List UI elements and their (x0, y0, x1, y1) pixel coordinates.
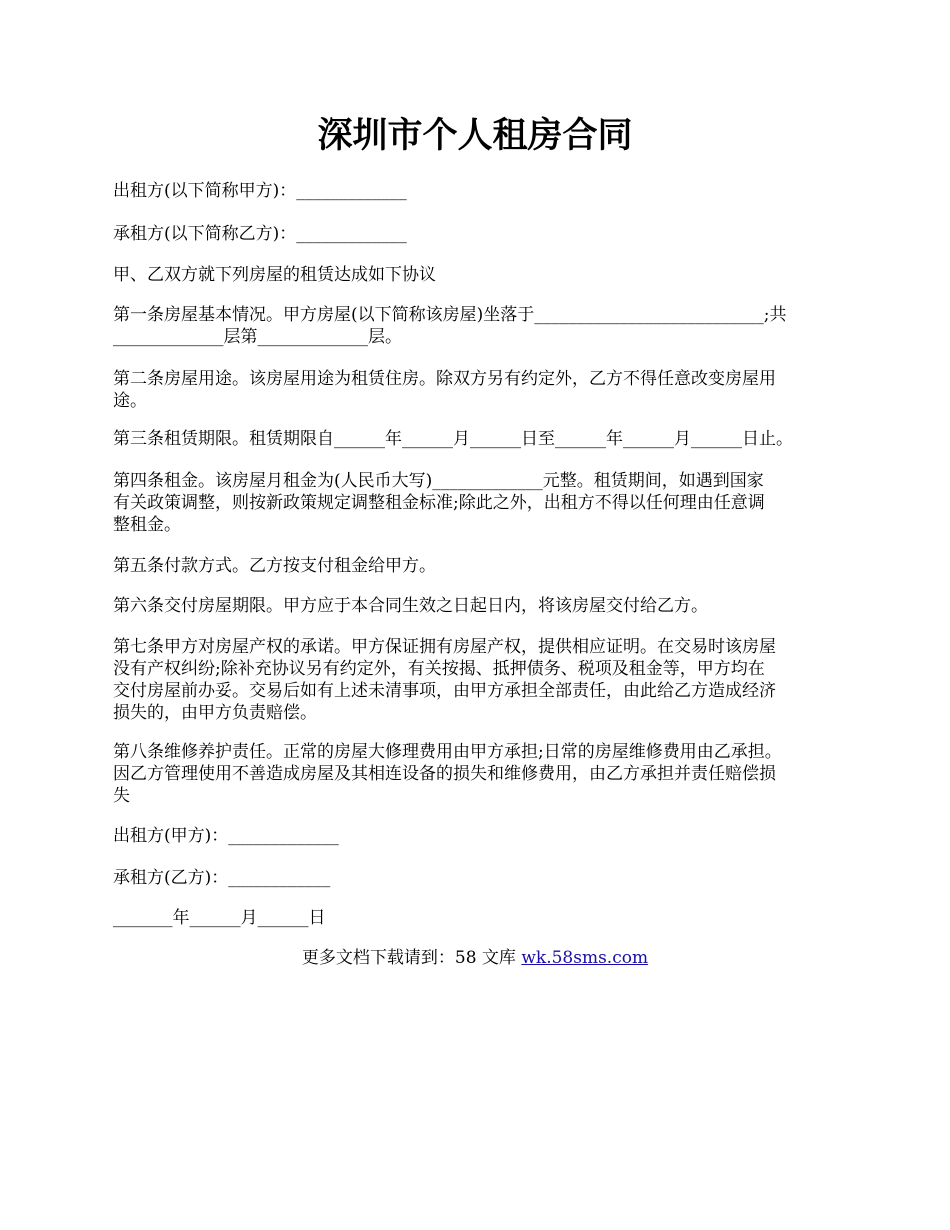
article-4-line-3: 整租金。 (113, 515, 181, 535)
article-4-line-1: 第四条租金。该房屋月租金为(人民币大写)_____________元整。租赁期间，如遇到国家 (113, 471, 764, 491)
article-2-line-1: 第二条房屋用途。该房屋用途为租赁住房。除双方另有约定外，乙方不得任意改变房屋用 (113, 369, 776, 389)
article-7-line-3: 交付房屋前办妥。交易后如有上述未清事项，由甲方承担全部责任，由此给乙方造成经济 (113, 681, 776, 701)
article-1-line-1: 第一条房屋基本情况。甲方房屋(以下简称该房屋)坐落于___________________________;共 (113, 305, 787, 325)
article-3-line-1: 第三条租赁期限。租赁期限自______年______月______日至______年______月______日止。 (113, 429, 793, 449)
lessee-text: 承租方(以下简称乙方)：_____________ (113, 224, 407, 244)
footer-prefix: 更多文档下载请到：58 文库 (301, 948, 522, 968)
signature-date-text: _______年______月______日 (113, 908, 326, 928)
document-title: 深圳市个人租房合同 (317, 115, 633, 156)
article-8 (113, 741, 853, 807)
article-4-line-2: 有关政策调整，则按新政策规定调整租金标准;除此之外，出租方不得以任何理由任意调 (113, 493, 765, 513)
article-3 (113, 428, 853, 450)
article-7-line-1: 第七条甲方对房屋产权的承诺。甲方保证拥有房屋产权，提供相应证明。在交易时该房屋 (113, 637, 776, 657)
lessee-line (113, 223, 853, 245)
article-2-line-2: 途。 (113, 391, 147, 411)
article-1-line-2: _____________层第_____________层。 (113, 327, 402, 347)
article-8-line-2: 因乙方管理使用不善造成房屋及其相连设备的损失和维修费用，由乙方承担并责任赔偿损 (113, 764, 776, 784)
signature-lessor-text: 出租方(甲方)：_____________ (113, 826, 339, 846)
article-7-line-2: 没有产权纠纷;除补充协议另有约定外，有关按揭、抵押债务、税项及租金等，甲方均在 (113, 659, 765, 679)
article-7 (113, 636, 853, 724)
intro-text: 甲、乙双方就下列房屋的租赁达成如下协议 (113, 265, 436, 285)
article-8-line-1: 第八条维修养护责任。正常的房屋大修理费用由甲方承担;日常的房屋维修费用由乙承担。 (113, 742, 782, 762)
article-8-line-3: 失 (113, 786, 130, 806)
article-7-line-4: 损失的，由甲方负责赔偿。 (113, 703, 317, 723)
article-5 (113, 555, 853, 577)
signature-lessee-text: 承租方(乙方)：____________ (113, 868, 331, 888)
article-6 (113, 595, 853, 617)
article-2 (113, 368, 853, 412)
lessor-line (113, 180, 853, 202)
signature-date (113, 907, 853, 929)
article-4 (113, 470, 853, 536)
footer (113, 946, 837, 970)
signature-lessee (113, 867, 853, 889)
article-5-line-1: 第五条付款方式。乙方按支付租金给甲方。 (113, 556, 436, 576)
footer-link[interactable]: wk.58sms.com (521, 948, 649, 968)
signature-lessor (113, 825, 853, 847)
article-6-line-1: 第六条交付房屋期限。甲方应于本合同生效之日起日内，将该房屋交付给乙方。 (113, 596, 708, 616)
lessor-text: 出租方(以下简称甲方)：_____________ (113, 181, 407, 201)
intro-paragraph (113, 264, 853, 286)
article-1 (113, 304, 853, 348)
